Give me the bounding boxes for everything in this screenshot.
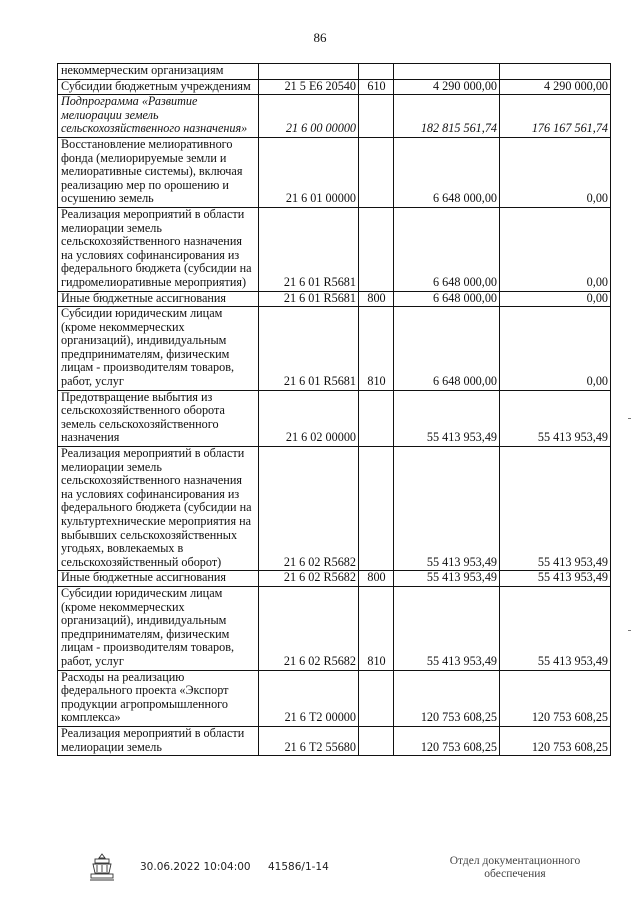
- row-code: 21 6 01 R5681: [259, 207, 359, 291]
- row-amount-2022: 182 815 561,74: [394, 95, 500, 138]
- footer-department: Отдел документационного обеспечения: [449, 855, 581, 880]
- table-row: [58, 670, 611, 726]
- row-expense-type: [359, 390, 394, 446]
- margin-tick: [628, 630, 631, 631]
- row-expense-type: [359, 726, 394, 755]
- row-expense-type: [359, 137, 394, 207]
- row-amount-2022: 55 413 953,49: [394, 390, 500, 446]
- table-row: [58, 447, 611, 571]
- row-amount-2022: [394, 64, 500, 80]
- row-expense-type: [359, 95, 394, 138]
- row-name: некоммерческим организациям: [58, 64, 259, 80]
- row-amount-2023: 120 753 608,25: [500, 670, 611, 726]
- row-amount-2022: 6 648 000,00: [394, 307, 500, 391]
- row-amount-2023: 55 413 953,49: [500, 447, 611, 571]
- row-code: 21 6 01 R5681: [259, 307, 359, 391]
- row-name: Реализация мероприятий в области мелиорации земель: [58, 726, 259, 755]
- row-amount-2022: 55 413 953,49: [394, 571, 500, 587]
- row-amount-2023: 0,00: [500, 207, 611, 291]
- table-row: [58, 726, 611, 755]
- row-expense-type: [359, 447, 394, 571]
- table-row: [58, 95, 611, 138]
- table-row: [58, 307, 611, 391]
- row-name: Субсидии бюджетным учреждениям: [58, 79, 259, 95]
- row-code: 21 6 01 00000: [259, 137, 359, 207]
- row-amount-2023: 176 167 561,74: [500, 95, 611, 138]
- row-expense-type: 810: [359, 586, 394, 670]
- row-amount-2023: 0,00: [500, 291, 611, 307]
- page-footer: [0, 852, 640, 892]
- row-name: Субсидии юридическим лицам (кроме некоммерческих организаций), индивидуальным предпринимателям, физическим лицам - производителям товаров, работ, услуг: [58, 307, 259, 391]
- table-row: [58, 291, 611, 307]
- table-row: [58, 79, 611, 95]
- row-amount-2022: 6 648 000,00: [394, 137, 500, 207]
- row-amount-2023: 4 290 000,00: [500, 79, 611, 95]
- row-amount-2022: 120 753 608,25: [394, 670, 500, 726]
- table-row: [58, 586, 611, 670]
- row-amount-2022: 6 648 000,00: [394, 207, 500, 291]
- margin-tick: [628, 418, 631, 419]
- row-code: 21 6 02 R5682: [259, 571, 359, 587]
- footer-doc-number: 41586/1-14: [268, 861, 329, 873]
- row-name: Реализация мероприятий в области мелиорации земель сельскохозяйственного назначения на условиях софинансирования из федерального бюджета (субсидии на культуртехнические мероприятия на выбывших сельскохозяйственных угодьях, вовлекаемых в сельскохозяйственный оборот): [58, 447, 259, 571]
- row-name: Подпрограмма «Развитие мелиорации земель сельскохозяйственного назначения»: [58, 95, 259, 138]
- row-code: 21 6 01 R5681: [259, 291, 359, 307]
- row-name: Иные бюджетные ассигнования: [58, 571, 259, 587]
- page-number: 86: [313, 30, 327, 45]
- row-expense-type: 810: [359, 307, 394, 391]
- row-code: 21 6 02 00000: [259, 390, 359, 446]
- row-amount-2022: 55 413 953,49: [394, 447, 500, 571]
- row-amount-2023: 120 753 608,25: [500, 726, 611, 755]
- budget-table: [57, 63, 611, 756]
- table-row: [58, 207, 611, 291]
- row-name: Предотвращение выбытия из сельскохозяйственного оборота земель сельскохозяйственного назначения: [58, 390, 259, 446]
- row-expense-type: [359, 207, 394, 291]
- row-amount-2022: 6 648 000,00: [394, 291, 500, 307]
- row-expense-type: [359, 670, 394, 726]
- table-row: [58, 390, 611, 446]
- row-code: 21 6 00 00000: [259, 95, 359, 138]
- row-code: 21 5 Е6 20540: [259, 79, 359, 95]
- row-amount-2023: 0,00: [500, 137, 611, 207]
- table-row: [58, 571, 611, 587]
- row-amount-2023: 55 413 953,49: [500, 586, 611, 670]
- row-expense-type: 610: [359, 79, 394, 95]
- row-code: 21 6 02 R5682: [259, 586, 359, 670]
- row-amount-2023: 55 413 953,49: [500, 571, 611, 587]
- row-name: Реализация мероприятий в области мелиорации земель сельскохозяйственного назначения на условиях софинансирования из федерального бюджета (субсидии на гидромелиоративные мероприятия): [58, 207, 259, 291]
- table-row: [58, 137, 611, 207]
- row-expense-type: [359, 64, 394, 80]
- row-amount-2023: [500, 64, 611, 80]
- row-code: 21 6 Т2 00000: [259, 670, 359, 726]
- row-amount-2023: 0,00: [500, 307, 611, 391]
- row-amount-2022: 4 290 000,00: [394, 79, 500, 95]
- row-expense-type: 800: [359, 291, 394, 307]
- footer-datetime: 30.06.2022 10:04:00: [140, 861, 251, 873]
- table-row: [58, 64, 611, 80]
- row-amount-2023: 55 413 953,49: [500, 390, 611, 446]
- coat-of-arms-icon: [88, 852, 116, 882]
- row-name: Расходы на реализацию федерального проекта «Экспорт продукции агропромышленного комплекса»: [58, 670, 259, 726]
- row-code: 21 6 02 R5682: [259, 447, 359, 571]
- row-name: Субсидии юридическим лицам (кроме некоммерческих организаций), индивидуальным предпринимателям, физическим лицам - производителям товаров, работ, услуг: [58, 586, 259, 670]
- row-code: [259, 64, 359, 80]
- row-amount-2022: 55 413 953,49: [394, 586, 500, 670]
- row-expense-type: 800: [359, 571, 394, 587]
- row-code: 21 6 Т2 55680: [259, 726, 359, 755]
- row-name: Восстановление мелиоративного фонда (мелиорируемые земли и мелиоративные системы), включая реализацию мер по орошению и осушению земель: [58, 137, 259, 207]
- row-amount-2022: 120 753 608,25: [394, 726, 500, 755]
- row-name: Иные бюджетные ассигнования: [58, 291, 259, 307]
